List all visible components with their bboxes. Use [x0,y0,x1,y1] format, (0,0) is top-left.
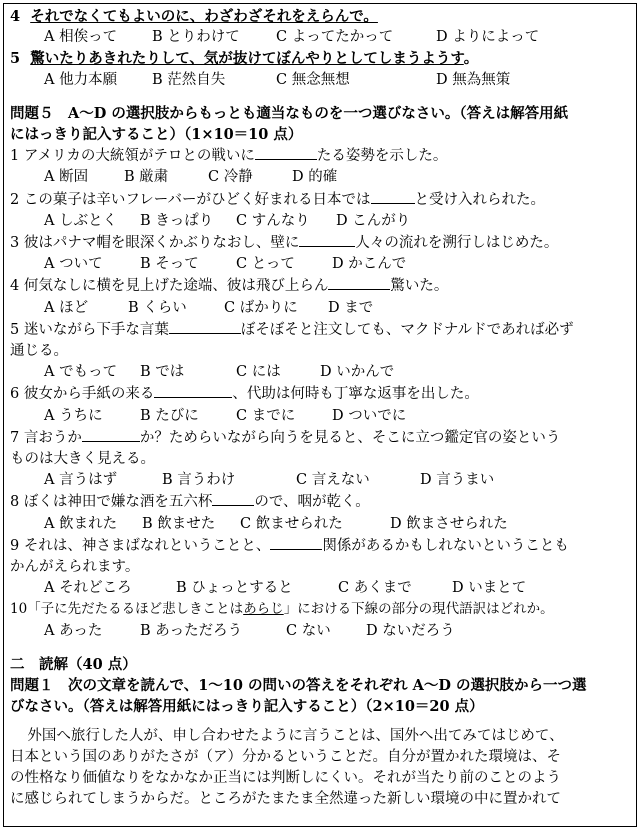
section-5-title-cont: にはっきり記入すること）（1×10＝10 点） [10,126,303,144]
option-d[interactable]: D 飲まさせられた [390,515,508,532]
option-b[interactable]: B 飲ませた [142,515,216,532]
option-a[interactable]: A 飲まれた [44,515,118,532]
section-reading-heading: 二 読解（40 点） [10,655,137,673]
option-a[interactable]: A しぶとく [44,212,118,229]
option-d[interactable]: D よりによって [436,29,540,46]
option-d[interactable]: D かこんで [332,256,407,273]
item-7: 7 言おうか か？ためらいながら向うを見ると、そこに立つ鑑定官の姿という ものは大きく見える。 A 言うはず B 言うわけ C 言えない D 言うまい [10,427,630,492]
answer-blank [270,535,322,550]
reading-question-1-title: 問題１ 次の文章を読んで、1～10 の問いの答えをそれぞれ A～D の選択肢から一つ選 [10,677,587,695]
option-b[interactable]: B とりわけて [152,29,240,46]
section-5-title: 問題５ A～D の選択肢からもっとも適当なものを一つ選びなさい。（答えは解答用紙 [10,104,569,122]
option-b[interactable]: B きっぱり [140,212,214,229]
option-c[interactable]: C ない [286,622,331,639]
option-c[interactable]: C 飲ませられた [240,515,343,532]
option-c[interactable]: C 言えない [296,472,370,489]
option-b[interactable]: B 言うわけ [162,472,236,489]
option-a[interactable]: A それどころ [44,580,132,597]
option-b[interactable]: B そって [140,256,199,273]
option-a[interactable]: A ほど [44,299,89,316]
option-d[interactable]: D 無為無策 [436,71,511,88]
reading-question-1-title-cont: びなさい。（答えは解答用紙にはっきり記入すること）（2×10＝20 点） [10,698,484,716]
option-b[interactable]: B たびに [140,407,199,424]
option-c[interactable]: C には [236,364,281,381]
question-5-options [10,70,630,91]
option-d[interactable]: D いかんで [320,364,395,381]
underlined-phrase: あらじ [243,601,284,618]
answer-blank [328,275,390,290]
item-10: 10「子に先だたるるほど悲しきことはあらじ」における下線の部分の現代語訳はどれか。 A あった B あっただろう C ない D ないだろう [10,599,630,641]
option-a[interactable]: A うちに [44,407,103,424]
option-d[interactable]: D ないだろう [366,622,455,639]
answer-blank [82,427,140,442]
question-number: 5 [10,50,21,68]
option-a[interactable]: A 相俟って [44,29,118,46]
answer-blank [371,189,415,204]
answer-blank [299,232,355,247]
option-b[interactable]: B 厳粛 [124,169,169,186]
item-9: 9 それは、神さまばなれということと、 関係があるかもしれないということも かんがえられます。 A それどころ B ひょっとすると C あくまで D いまとて [10,535,630,600]
option-c[interactable]: C 無念無想 [276,71,350,88]
option-c[interactable]: C 冷静 [208,169,253,186]
option-c[interactable]: C すんなり [236,212,310,229]
option-c[interactable]: C ばかりに [224,299,298,316]
question-stem: 驚いたりあきれたりして、気が抜けてぼんやりとしてしまうようす [30,50,464,68]
item-5: 5 迷いながら下手な言葉 ぼそぼそと注文しても、マクドナルドであれば必ず 通じる。 A でもって B では C には D いかんで [10,319,630,384]
option-b[interactable]: B 茫然自失 [152,71,226,88]
option-a[interactable]: A 言うはず [44,472,118,489]
question-number: 4 [10,8,21,25]
item-8: 8 ぼくは神田で嫌な酒を五六杯 ので、咽が乾く。 A 飲まれた B 飲ませた C 飲ませられた D 飲まさせられた [10,491,630,534]
answer-blank [255,145,317,160]
option-b[interactable]: B ひょっとすると [176,580,293,597]
option-a[interactable]: A 他力本願 [44,71,118,88]
option-d[interactable]: D 的確 [292,169,338,186]
option-c[interactable]: C よってたかって [276,29,394,46]
question-4 [10,6,630,27]
option-c[interactable]: C までに [236,407,296,424]
option-b[interactable]: B あっただろう [140,622,243,639]
item-6: 6 彼女から手紙の来る 、代助は何時も丁寧な返事を出した。 A うちに B たびに C までに D ついでに [10,383,630,426]
option-c[interactable]: C とって [236,256,295,273]
option-b[interactable]: B では [140,364,185,381]
answer-blank [169,319,241,334]
option-c[interactable]: C あくまで [338,580,412,597]
answer-blank [212,491,254,506]
answer-blank [154,383,232,398]
option-a[interactable]: A ついて [44,256,103,273]
option-d[interactable]: D ついでに [332,407,407,424]
item-2: 2 この菓子は辛いフレーバーがひどく好まれる日本では と受け入れられた。 A しぶとく B きっぱり C すんなり D こんがり [10,189,630,232]
option-d[interactable]: D こんがり [336,212,411,229]
option-b[interactable]: B くらい [128,299,187,316]
item-1: 1 アメリカの大統領がテロとの戦いに たる姿勢を示した。 A 断固 B 厳粛 C 冷静 D 的確 [10,145,630,188]
option-d[interactable]: D まで [328,299,374,316]
reading-passage: 外国へ旅行した人が、申し合わせたように言うことは、国外へ出てみてはじめて、 日本という国のありがたさが（ア）分かるということだ。自分が置かれた環境は、そ の性格なり価値なりをなかなか正当には判断しにくい。それが当たり前のことのよう に感じられてしまうからだ。ところがたまたま全然違った新しい環境の中に置かれて [10,727,564,808]
option-a[interactable]: A 断固 [44,169,89,186]
item-4: 4 何気なしに横を見上げた途端、彼は飛び上らん 驚いた。 A ほど B くらい C ばかりに D まで [10,275,630,318]
option-d[interactable]: D 言うまい [420,472,495,489]
option-d[interactable]: D いまとて [452,580,527,597]
item-3: 3 彼はパナマ帽を眼深くかぶりなおし、壁に 人々の流れを溯行しはじめた。 A ついて B そって C とって D かこんで [10,232,630,275]
question-4-options [10,27,630,48]
option-a[interactable]: A あった [44,622,103,639]
question-stem: それでなくてもよいのに、わざわざそれをえらんで。 [30,8,378,25]
question-5: 5 驚いたりあきれたりして、気が抜けてぼんやりとしてしまうようす。 [10,50,479,68]
option-a[interactable]: A でもって [44,364,118,381]
exam-page [3,3,637,827]
